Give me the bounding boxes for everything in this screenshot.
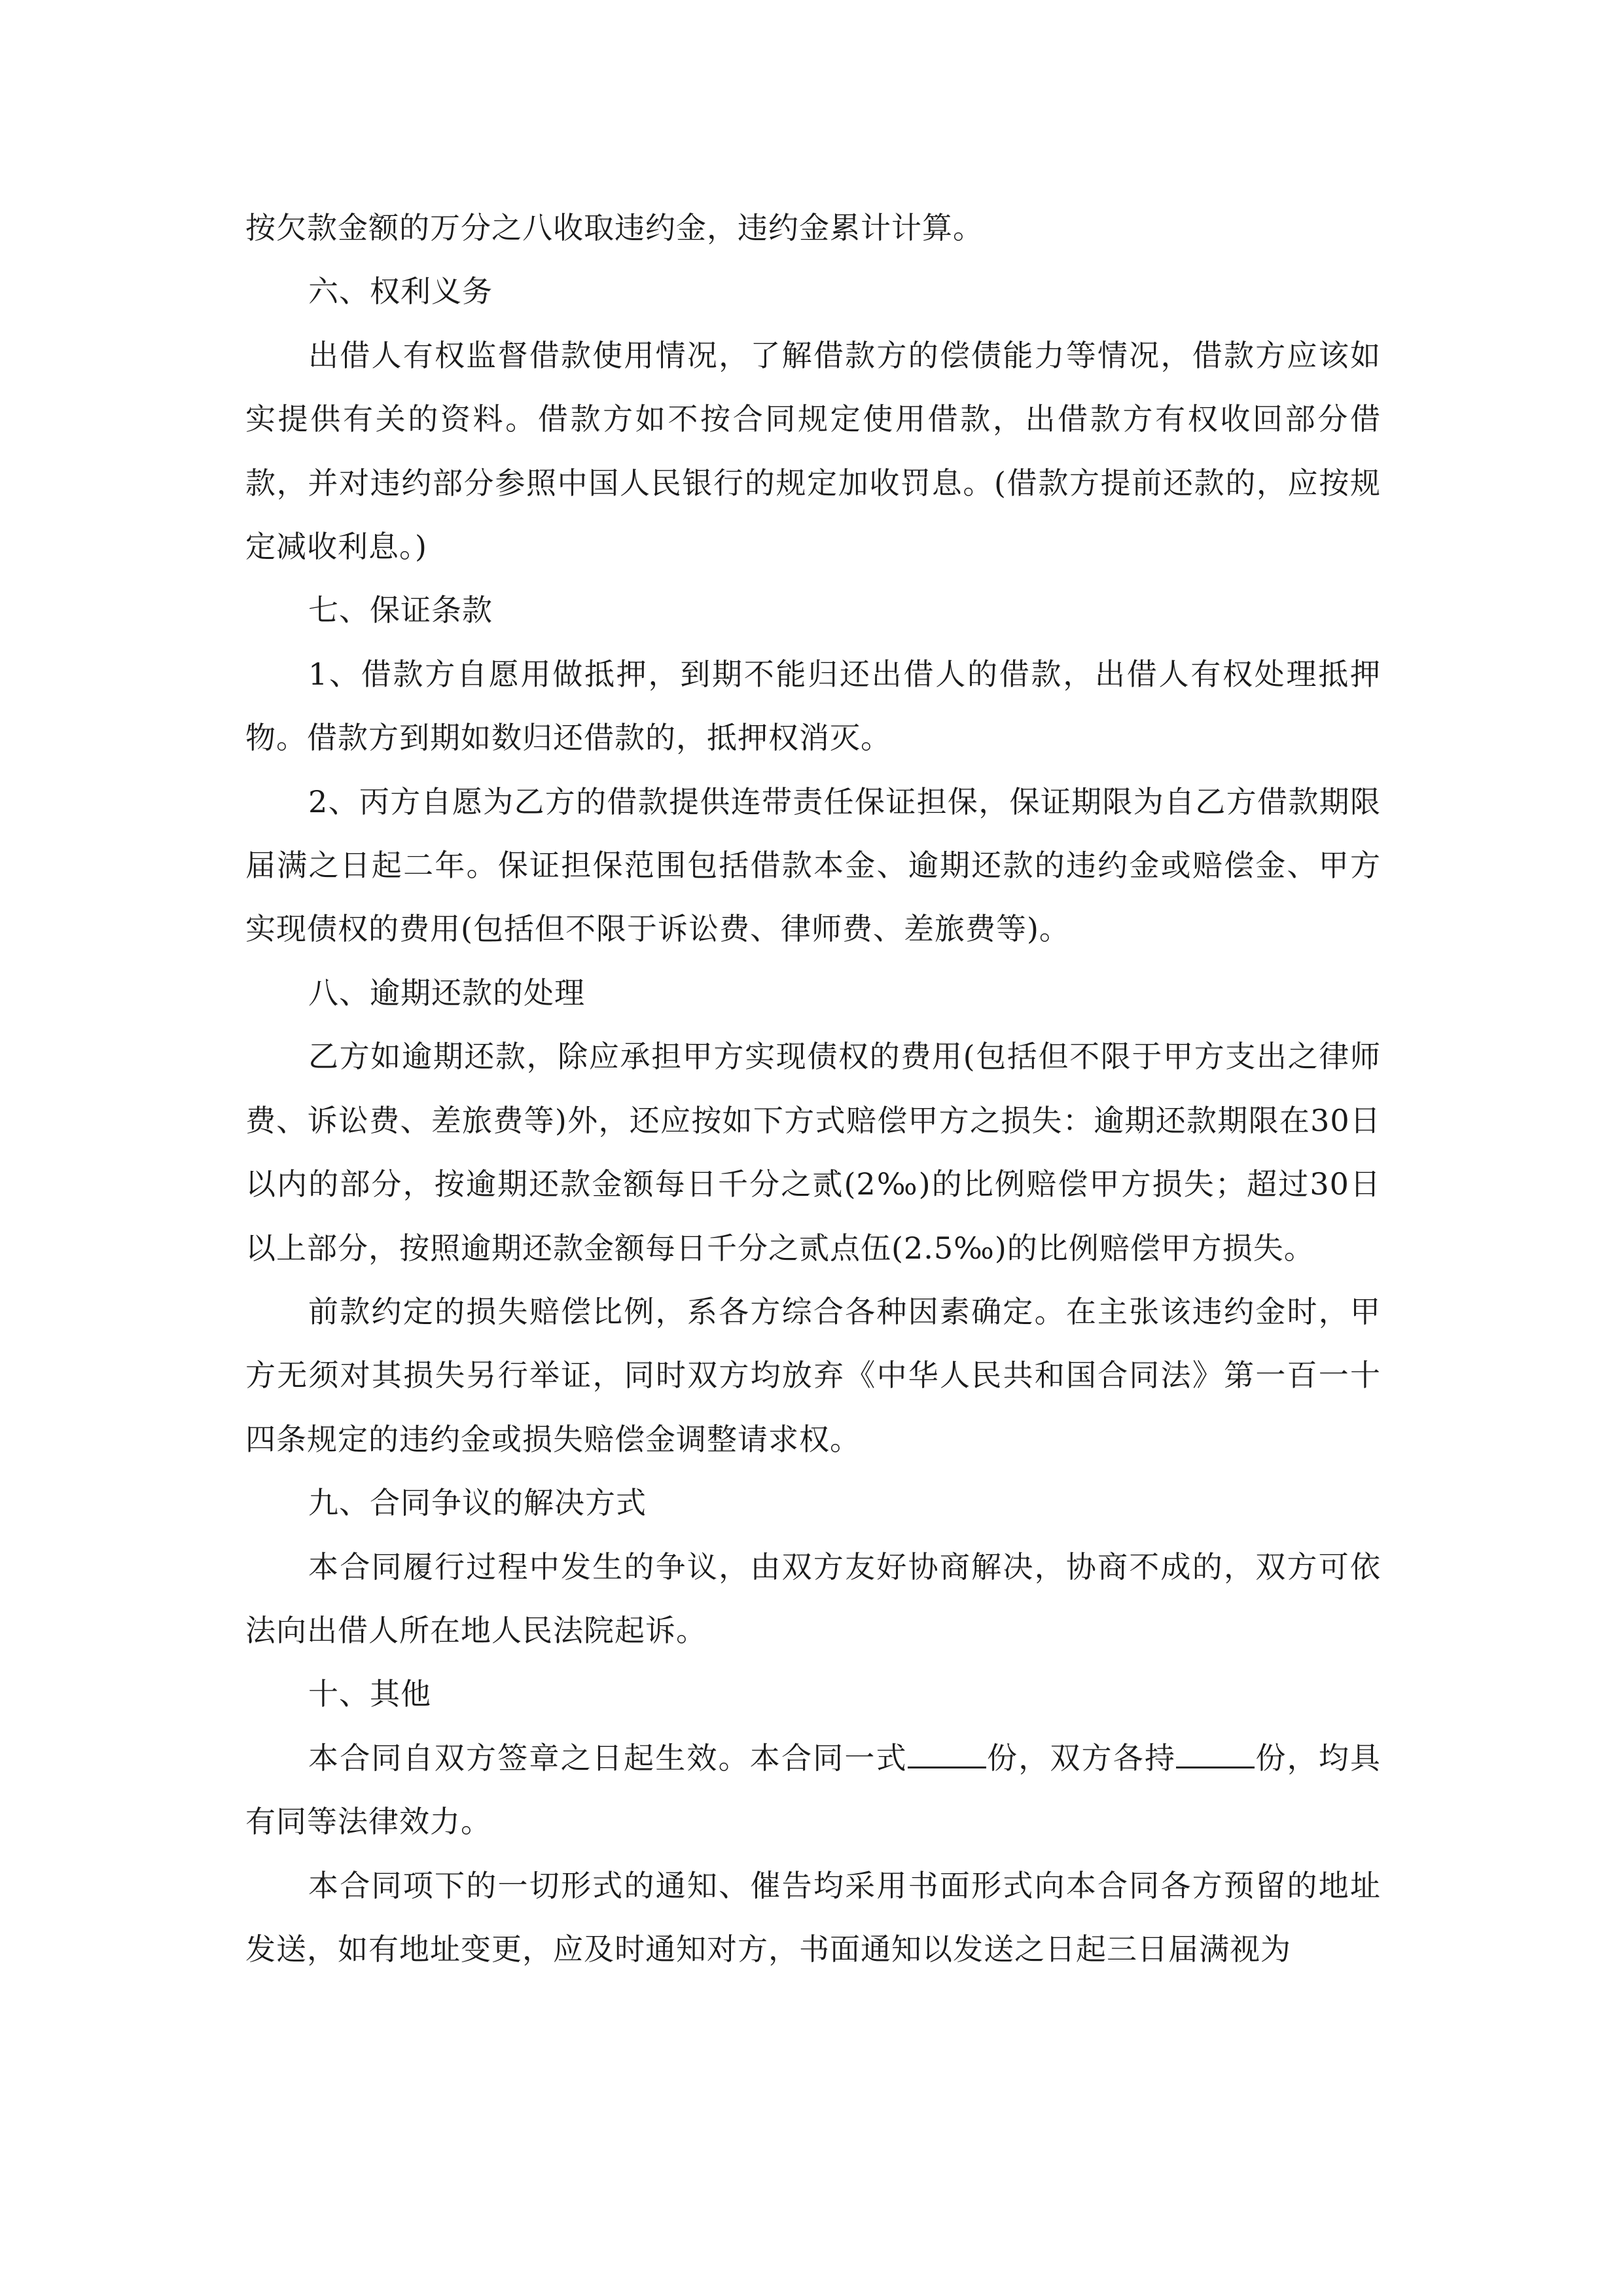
paragraph-guarantee-1: 1、借款方自愿用做抵押，到期不能归还出借人的借款，出借人有权处理抵押物。借款方到期如数归还借款的，抵押权消灭。 <box>245 656 1381 756</box>
copies-total-blank[interactable] <box>908 1740 986 1768</box>
paragraph-penalty-rate: 按欠款金额的万分之八收取违约金，违约金累计计算。 <box>245 210 984 245</box>
paragraph-overdue-compensation: 乙方如逾期还款，除应承担甲方实现债权的费用(包括但不限于甲方支出之律师费、诉讼费、差旅费等)外，还应按如下方式赔偿甲方之损失：逾期还款期限在30日以内的部分，按逾期还款金额每日千分之贰(2‰)的比例赔偿甲方损失；超过30日以上部分，按照逾期还款金额每日千分之贰点伍(2.5‰)的比例赔偿甲方损失。 <box>245 1039 1381 1266</box>
effectiveness-text-3: 份，均具有同等法律效力。 <box>245 1740 1382 1840</box>
paragraph-rights-obligations: 出借人有权监督借款使用情况，了解借款方的偿债能力等情况，借款方应该如实提供有关的资料。借款方如不按合同规定使用借款，出借款方有权收回部分借款，并对违约部分参照中国人民银行的规定加收罚息。(借款方提前还款的，应按规定减收利息。) <box>245 337 1381 565</box>
effectiveness-text-2: 份，双方各持 <box>986 1740 1177 1776</box>
document-body <box>245 196 1381 1981</box>
paragraph-compensation-ratio: 前款约定的损失赔偿比例，系各方综合各种因素确定。在主张该违约金时，甲方无须对其损失另行举证，同时双方均放弃《中华人民共和国合同法》第一百一十四条规定的违约金或损失赔偿金调整请求权。 <box>245 1293 1381 1457</box>
heading-other: 十、其他 <box>308 1676 431 1712</box>
heading-guarantee-clause: 七、保证条款 <box>308 592 493 628</box>
paragraph-notice-delivery: 本合同项下的一切形式的通知、催告均采用书面形式向本合同各方预留的地址发送，如有地址变更，应及时通知对方，书面通知以发送之日起三日届满视为 <box>245 1867 1381 1967</box>
heading-rights-obligations: 六、权利义务 <box>308 274 493 310</box>
paragraph-guarantee-2: 2、丙方自愿为乙方的借款提供连带责任保证担保，保证期限为自乙方借款期限届满之日起二年。保证担保范围包括借款本金、逾期还款的违约金或赔偿金、甲方实现债权的费用(包括但不限于诉讼费、律师费、差旅费等)。 <box>245 783 1381 947</box>
paragraph-dispute-resolution: 本合同履行过程中发生的争议，由双方友好协商解决，协商不成的，双方可依法向出借人所在地人民法院起诉。 <box>245 1549 1381 1648</box>
heading-dispute-resolution: 九、合同争议的解决方式 <box>308 1485 647 1521</box>
paragraph-effectiveness <box>245 1727 1381 1854</box>
copies-each-blank[interactable] <box>1176 1740 1255 1768</box>
heading-overdue-handling: 八、逾期还款的处理 <box>308 975 585 1011</box>
effectiveness-text-1: 本合同自双方签章之日起生效。本合同一式 <box>308 1740 908 1776</box>
